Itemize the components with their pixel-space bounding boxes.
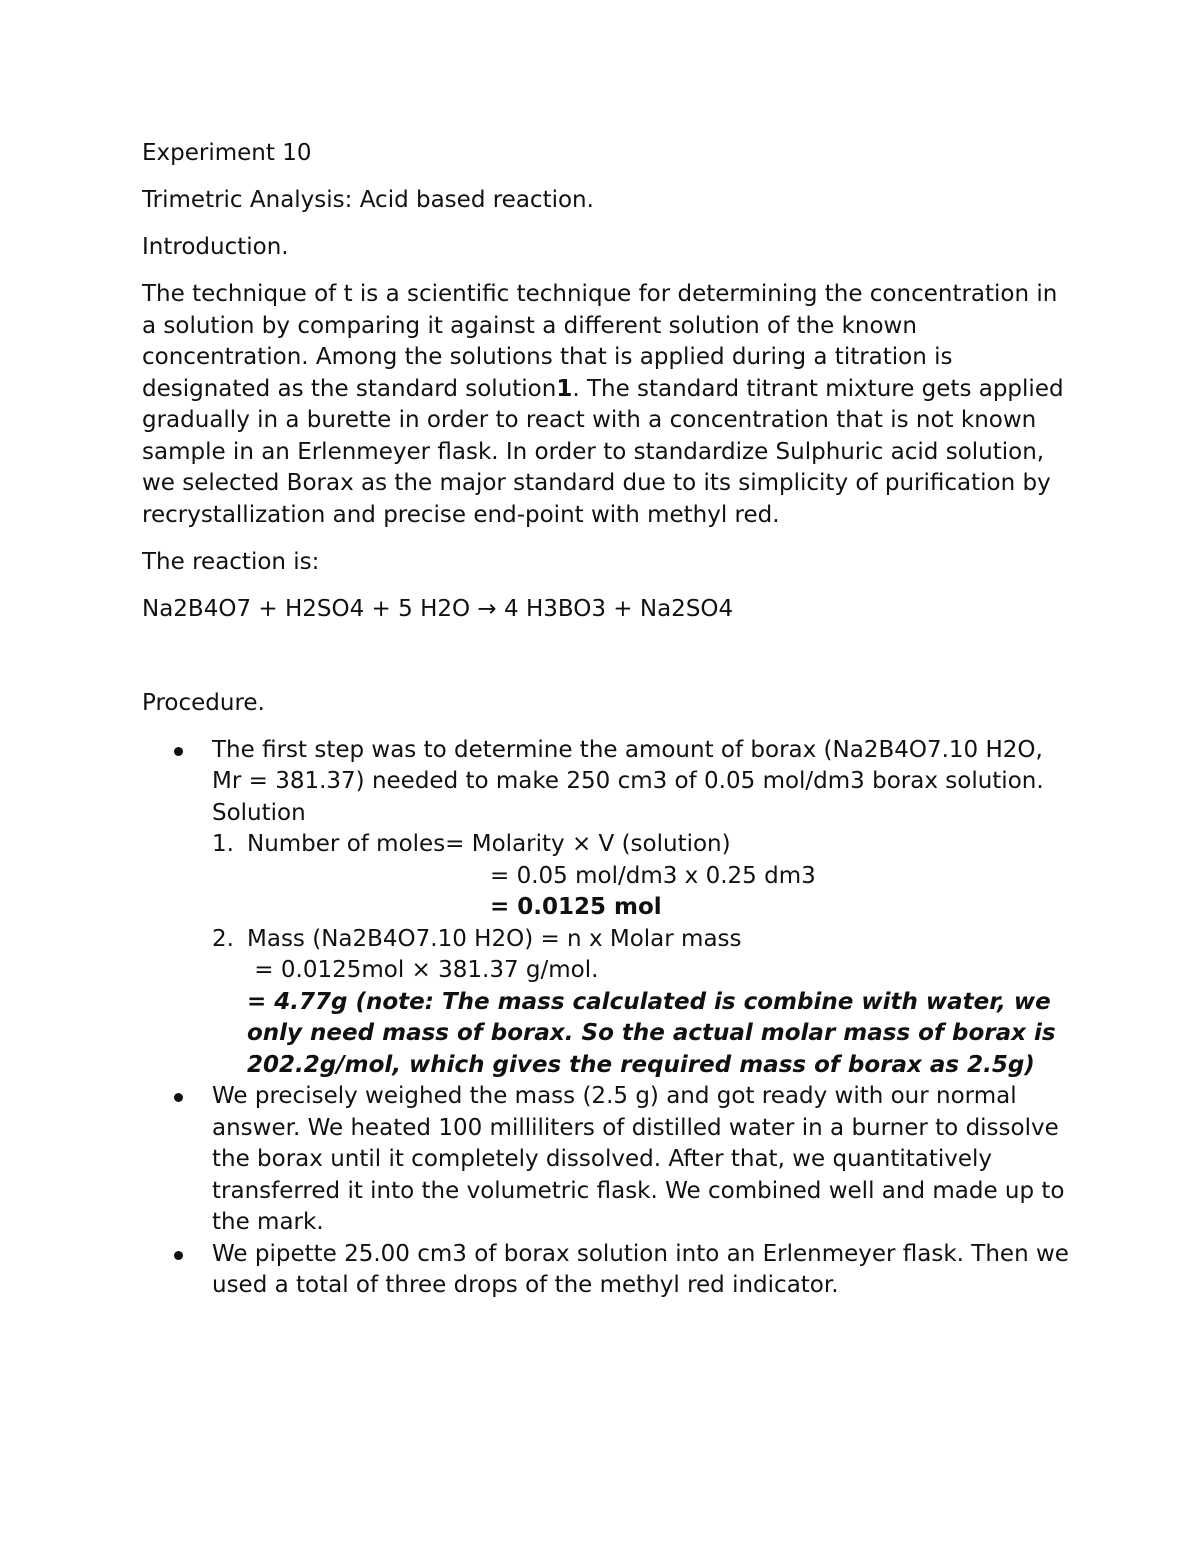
intro-text-part-2: . The standard titrant mixture gets applied gradually in a burette in order to react with a concentration that is not known sample in an Erlenmeyer flask. In order to standardize Sulphuric acid solution, we selected Borax as the major standard due to its simplicity of purification by recrystallization and precise end-point with methyl red. [142,375,1064,528]
document-page [142,138,1072,1302]
step-3-text: We pipette 25.00 cm3 of borax solution into an Erlenmeyer flask. Then we used a total of three drops of the methyl red indicator. [212,1240,1069,1298]
moles-result: = 0.0125 mol [490,894,662,920]
moles-substitution: = 0.05 mol/dm3 x 0.25 dm3 [490,862,816,889]
reference-marker: 1 [556,375,573,402]
mass-substitution: = 0.0125mol × 381.37 g/mol. [247,957,599,983]
step-1-text: The first step was to determine the amount of borax (Na2B4O7.10 H2O, Mr = 381.37) needed to make 250 cm3 of 0.05 mol/dm3 borax solution. [212,736,1044,794]
procedure-step-2 [142,1081,1072,1239]
mass-result-note: = 4.77g (note: The mass calculated is combine with water, we only need mass of borax. So the actual molar mass of borax is 202.2g/mol, which gives the required mass of borax as 2.5g) [247,988,1056,1078]
document-title: Experiment 10 [142,140,312,166]
step-2-text: We precisely weighed the mass (2.5 g) and got ready with our normal answer. We heated 100 milliliters of distilled water in a burner to dissolve the borax until it completely dissolved. After that, we quantitatively transferred it into the volumetric flask. We combined well and made up to the mark. [212,1083,1065,1235]
intro-text-part-1: The technique of t is a scientific technique for determining the concentration in a solution by comparing it against a different solution of the known concentration. Among the solutions that is applied during a titration is designated as the standard solution [142,281,1058,402]
introduction-paragraph [142,279,1072,531]
document-subtitle: Trimetric Analysis: Acid based reaction. [142,187,594,213]
bullet-icon [174,1093,183,1102]
introduction-heading: Introduction. [142,234,289,260]
spacer [142,641,1072,688]
calculation-list [212,829,1072,1081]
calculation-moles [212,829,1072,924]
list-number: 2. [212,925,234,952]
calculation-mass [212,924,1072,1082]
procedure-list [142,735,1072,1302]
reaction-equation: Na2B4O7 + H2SO4 + 5 H2O → 4 H3BO3 + Na2SO4 [142,595,734,622]
mass-formula: Mass (Na2B4O7.10 H2O) = n x Molar mass [247,925,742,952]
procedure-step-3 [142,1239,1072,1302]
list-number: 1. [212,831,234,857]
bullet-icon [174,1251,183,1260]
reaction-label: The reaction is: [142,548,320,575]
procedure-heading: Procedure. [142,689,265,716]
procedure-step-1 [142,735,1072,1082]
moles-formula: Number of moles= Molarity × V (solution) [247,831,731,857]
bullet-icon [174,747,183,756]
solution-label: Solution [212,799,306,826]
